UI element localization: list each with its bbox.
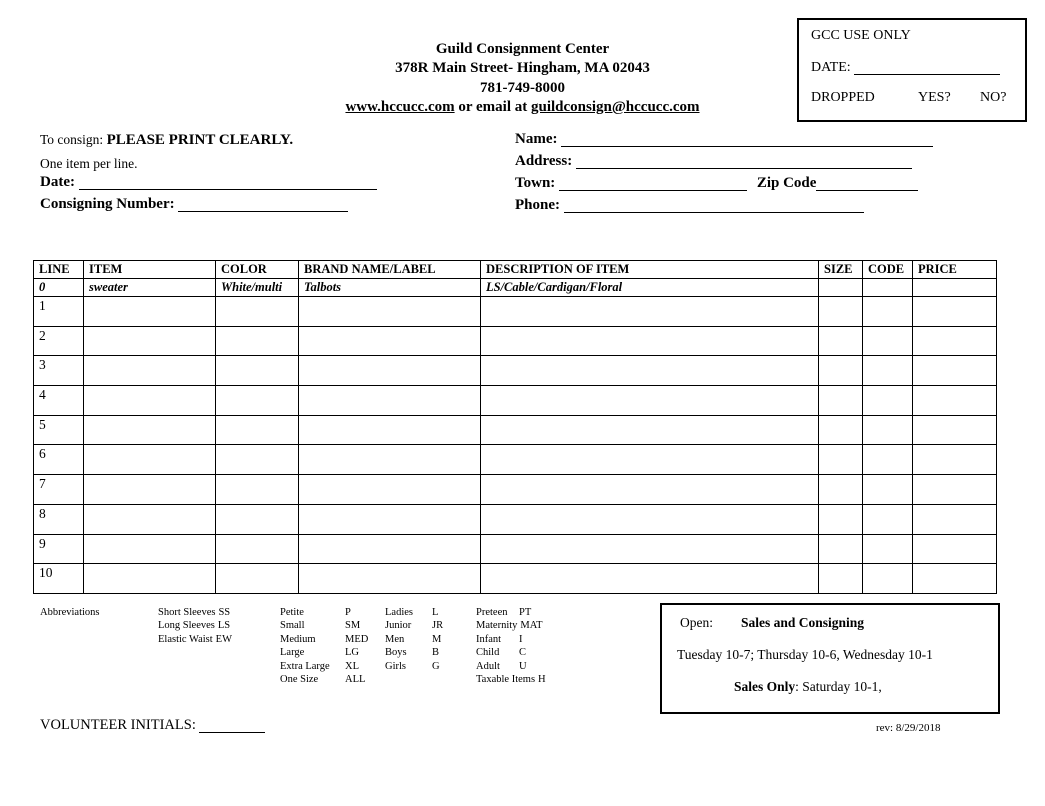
abbr-code: H [538,674,546,686]
size-cell[interactable] [819,297,863,327]
line-number-cell: 4 [34,386,84,416]
abbr-code: LG [345,647,359,659]
volunteer-initials-row [40,717,265,734]
abbr-term: Ladies [385,607,413,618]
abbr-code: SM [345,620,361,632]
description-cell[interactable] [481,386,819,416]
description-cell[interactable] [481,297,819,327]
consigning-number-label: Consigning Number: [40,196,175,212]
abbr-term: Short Sleeves [158,607,216,618]
phone-row [515,197,864,214]
date-row [40,174,377,191]
color-cell[interactable] [216,504,299,534]
open-label: Open: [680,615,713,630]
abbr-code: I [519,633,523,645]
consigning-number-row [40,196,348,213]
abbr-term: Infant [476,633,502,645]
gcc-date-row [811,59,1000,76]
brand-cell[interactable] [299,564,481,594]
description-cell[interactable] [481,445,819,475]
item-cell[interactable] [84,386,216,416]
item-cell[interactable] [84,445,216,475]
abbr-code: ALL [345,674,366,686]
line-number-cell: 1 [34,297,84,327]
example-price [913,279,997,297]
abbr-entry [280,606,368,619]
email-connector-text: or email at [454,98,531,115]
abbr-code: MED [345,633,369,645]
to-consign-line [40,132,293,149]
abbr-group-categories [476,606,546,686]
brand-cell[interactable] [299,475,481,505]
website-link[interactable]: www.hccucc.com [345,98,455,115]
abbr-term: Medium [280,633,316,645]
abbr-code: MAT [520,620,543,632]
size-cell[interactable] [819,386,863,416]
sales-only-label: Sales Only [734,679,796,694]
abbr-entry [280,646,368,659]
color-cell[interactable] [216,415,299,445]
line-number-cell: 8 [34,504,84,534]
item-cell[interactable] [84,475,216,505]
size-cell[interactable] [819,356,863,386]
price-cell[interactable] [913,326,997,356]
abbr-code: B [432,647,440,659]
item-cell[interactable] [84,564,216,594]
size-cell[interactable] [819,326,863,356]
name-field[interactable] [561,131,933,147]
col-header-line: LINE [34,261,84,279]
table-row [34,534,997,564]
town-zip-row [515,175,918,192]
abbr-entry [280,619,368,632]
abbr-entry [476,606,546,619]
brand-cell[interactable] [299,356,481,386]
price-cell[interactable] [913,386,997,416]
date-label: Date: [40,174,75,190]
item-cell[interactable] [84,415,216,445]
town-label: Town: [515,175,556,191]
abbr-entry [158,606,232,619]
brand-cell[interactable] [299,534,481,564]
col-header-code: CODE [863,261,913,279]
dropped-label: DROPPED [811,90,875,105]
abbr-entry [476,660,546,673]
price-cell[interactable] [913,356,997,386]
abbr-code: SS [218,607,231,618]
line-number-cell: 7 [34,475,84,505]
line-number-cell: 9 [34,534,84,564]
code-cell[interactable] [863,534,913,564]
phone-field[interactable] [564,197,864,213]
table-row [34,415,997,445]
date-field[interactable] [79,174,377,190]
gcc-date-label: DATE: [811,60,851,75]
color-cell[interactable] [216,326,299,356]
example-description: LS/Cable/Cardigan/Floral [481,279,819,297]
table-row [34,386,997,416]
abbr-code: XL [345,660,359,672]
address-row [515,153,912,170]
abbr-code: G [432,660,440,672]
price-cell[interactable] [913,534,997,564]
example-item: sweater [84,279,216,297]
example-code [863,279,913,297]
abbr-entry [280,633,368,646]
abbr-term: Preteen [476,607,508,618]
code-cell[interactable] [863,297,913,327]
phone-label: Phone: [515,197,560,213]
abbr-term: Girls [385,660,406,672]
color-cell[interactable] [216,564,299,594]
abbreviations-label: Abbreviations [40,607,100,618]
abbr-term: Child [476,647,500,659]
table-row [34,475,997,505]
table-row [34,356,997,386]
item-cell[interactable] [84,534,216,564]
code-cell[interactable] [863,504,913,534]
gcc-box-title: GCC USE ONLY [811,28,911,43]
code-cell[interactable] [863,386,913,416]
org-address: 378R Main Street- Hingham, MA 02043 [395,60,650,77]
code-cell[interactable] [863,356,913,386]
line-number-cell: 10 [34,564,84,594]
abbr-entry [385,633,443,646]
code-cell[interactable] [863,415,913,445]
dropped-yes-option[interactable]: YES? [918,90,951,105]
abbr-term: Men [385,633,405,645]
line-number-cell: 3 [34,356,84,386]
price-cell[interactable] [913,415,997,445]
gcc-use-only-box [797,18,1027,122]
abbr-entry [280,660,368,673]
volunteer-initials-field[interactable] [199,717,265,733]
address-label: Address: [515,153,573,169]
description-cell[interactable] [481,415,819,445]
revision-date: rev: 8/29/2018 [876,722,941,734]
abbr-code: LS [217,620,231,632]
size-cell[interactable] [819,475,863,505]
code-cell[interactable] [863,564,913,594]
example-brand: Talbots [299,279,481,297]
color-cell[interactable] [216,475,299,505]
line-number-cell: 6 [34,445,84,475]
abbr-term: Large [280,647,305,659]
brand-cell[interactable] [299,326,481,356]
color-cell[interactable] [216,297,299,327]
abbr-term: Small [280,620,305,632]
example-row [34,279,997,297]
description-cell[interactable] [481,326,819,356]
abbr-code: JR [432,620,444,632]
size-cell[interactable] [819,564,863,594]
abbr-term: One Size [280,674,319,686]
size-cell[interactable] [819,534,863,564]
color-cell[interactable] [216,534,299,564]
col-header-size: SIZE [819,261,863,279]
price-cell[interactable] [913,504,997,534]
to-consign-label: To consign: [40,132,104,147]
zip-code-field[interactable] [816,175,918,191]
sales-only-hours: : Saturday 10-1, [795,679,882,694]
brand-cell[interactable] [299,445,481,475]
item-cell[interactable] [84,326,216,356]
item-cell[interactable] [84,504,216,534]
abbr-term: Extra Large [280,660,330,672]
table-row [34,504,997,534]
col-header-item: ITEM [84,261,216,279]
gcc-date-field[interactable] [854,59,1000,75]
org-phone: 781-749-8000 [480,79,565,96]
abbr-term: Elastic Waist [158,633,213,645]
table-row [34,297,997,327]
letterhead [270,40,775,117]
color-cell[interactable] [216,386,299,416]
brand-cell[interactable] [299,504,481,534]
abbr-term: Adult [476,660,500,672]
col-header-description: DESCRIPTION OF ITEM [481,261,819,279]
color-cell[interactable] [216,356,299,386]
code-cell[interactable] [863,445,913,475]
abbr-term: Junior [385,620,412,632]
abbr-code: EW [215,633,232,645]
abbr-term: Taxable Items [476,674,536,686]
brand-cell[interactable] [299,386,481,416]
size-cell[interactable] [819,415,863,445]
line-number-cell: 2 [34,326,84,356]
open-value: Sales and Consigning [741,615,865,630]
color-cell[interactable] [216,445,299,475]
example-size [819,279,863,297]
item-cell[interactable] [84,356,216,386]
item-cell[interactable] [84,297,216,327]
abbr-code: P [345,607,351,618]
description-cell[interactable] [481,564,819,594]
abbr-term: Petite [280,607,304,618]
open-line [680,615,864,631]
col-header-color: COLOR [216,261,299,279]
org-name: Guild Consignment Center [435,41,610,57]
name-label: Name: [515,131,558,147]
abbr-term: Long Sleeves [158,620,215,632]
weekday-hours-text: Tuesday 10-7; Thursday 10-6, Wednesday 10-1 [677,647,933,662]
town-field[interactable] [559,175,747,191]
table-row [34,326,997,356]
contact-line [270,98,775,117]
description-cell[interactable] [481,475,819,505]
abbr-entry [476,646,546,659]
example-color: White/multi [216,279,299,297]
col-header-price: PRICE [913,261,997,279]
abbr-entry [385,619,443,632]
abbr-group-departments [385,606,443,673]
volunteer-initials-label: VOLUNTEER INITIALS: [40,717,196,733]
description-cell[interactable] [481,356,819,386]
price-cell[interactable] [913,475,997,505]
abbr-entry [280,673,368,686]
dropped-no-option[interactable]: NO? [980,90,1007,105]
sales-only-line [734,679,882,695]
abbr-group-sizes [280,606,368,686]
abbr-entry [385,660,443,673]
price-cell[interactable] [913,297,997,327]
abbr-entry [385,606,443,619]
abbr-code: U [519,660,527,672]
price-cell[interactable] [913,445,997,475]
brand-cell[interactable] [299,297,481,327]
brand-cell[interactable] [299,415,481,445]
abbr-entry [476,619,546,632]
consigning-number-field[interactable] [178,196,348,212]
abbr-code: PT [519,607,532,618]
line-number-cell: 5 [34,415,84,445]
email-link[interactable]: guildconsign@hccucc.com [530,98,700,115]
name-row [515,131,933,148]
consignment-items-table [33,260,997,594]
print-clearly-text: PLEASE PRINT CLEARLY. [106,132,294,148]
one-item-per-line-text: One item per line. [40,156,138,171]
table-row [34,445,997,475]
table-header-row [34,261,997,279]
abbr-entry [385,646,443,659]
abbr-code: M [432,633,442,645]
size-cell[interactable] [819,504,863,534]
abbr-group-sleeves [158,606,232,646]
abbr-term: Boys [385,647,407,659]
price-cell[interactable] [913,564,997,594]
zip-code-label: Zip Code [756,175,817,191]
description-cell[interactable] [481,534,819,564]
code-cell[interactable] [863,326,913,356]
table-row [34,564,997,594]
abbr-entry [158,619,232,632]
code-cell[interactable] [863,475,913,505]
abbr-entry [476,673,546,686]
abbr-entry [158,633,232,646]
example-line-number: 0 [34,279,84,297]
abbr-term: Maternity [476,620,518,632]
description-cell[interactable] [481,504,819,534]
abbr-entry [476,633,546,646]
store-hours-box [660,603,1000,714]
address-field[interactable] [576,153,912,169]
size-cell[interactable] [819,445,863,475]
abbr-code: L [432,607,439,618]
col-header-brand: BRAND NAME/LABEL [299,261,481,279]
abbr-code: C [519,647,527,659]
